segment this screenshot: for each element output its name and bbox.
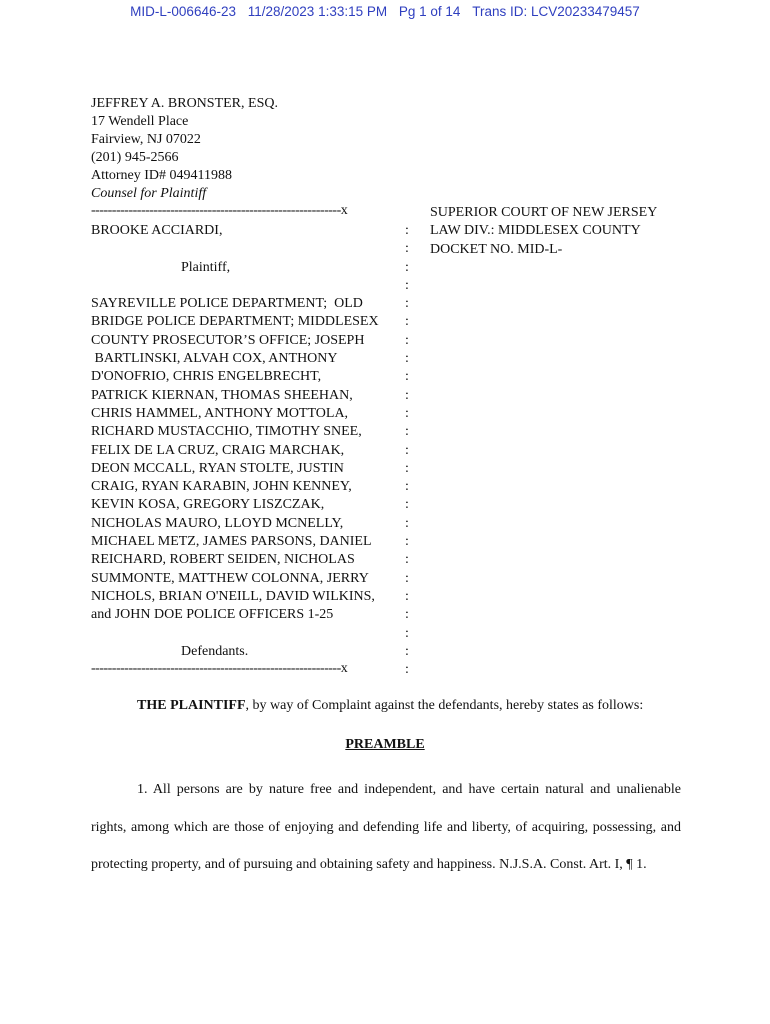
complaint-intro [137, 698, 643, 714]
caption-colon: : [405, 588, 409, 604]
counsel-name: JEFFREY A. BRONSTER, ESQ. [91, 96, 278, 111]
filing-datetime: 11/28/2023 1:33:15 PM [247, 4, 388, 19]
counsel-role: Counsel for Plaintiff [91, 186, 207, 201]
caption-colon: : [405, 460, 409, 476]
court-line: LAW DIV.: MIDDLESEX COUNTY [430, 223, 641, 239]
counsel-address-line1: 17 Wendell Place [91, 114, 189, 129]
defendants-list [91, 295, 411, 624]
court-line: SUPERIOR COURT OF NEW JERSEY [430, 205, 658, 220]
transaction-id: Trans ID: LCV20233479457 [472, 4, 640, 19]
paragraph-1-text: 1. All persons are by nature free and independent, and have certain natural and unalienable rights, among which are those of enjoying and defending life and liberty, of acquiring, possessing, and protecting property, and of pursuing and obtaining safety and happiness. N.J.S.A. Const. Art. I, ¶ 1. [91, 782, 681, 872]
defendant-line: COUNTY PROSECUTOR’S OFFICE; JOSEPH [91, 332, 365, 348]
caption-colon: : [405, 515, 409, 531]
docket-number: MID-L-006646-23 [130, 4, 236, 19]
caption-colon: : [405, 424, 409, 440]
defendant-line: MICHAEL METZ, JAMES PARSONS, DANIEL [91, 534, 372, 550]
defendant-line: SUMMONTE, MATTHEW COLONNA, JERRY [91, 570, 369, 586]
caption-colon: : [405, 369, 409, 385]
defendant-line: NICHOLS, BRIAN O'NEILL, DAVID WILKINS, [91, 588, 375, 604]
counsel-address-line2: Fairview, NJ 07022 [91, 132, 201, 147]
caption-colon: : [405, 534, 409, 550]
caption-colon: : [405, 643, 409, 659]
caption-colon-column [405, 222, 409, 679]
intro-bold-lead: THE PLAINTIFF [137, 698, 246, 713]
caption-colon: : [405, 296, 409, 312]
caption-colon: : [405, 241, 409, 257]
caption-colon: : [405, 387, 409, 403]
caption-colon: : [405, 351, 409, 367]
defendant-line: DEON MCCALL, RYAN STOLTE, JUSTIN [91, 460, 344, 476]
caption-rule-top: ------------------------------------------------------------x [91, 203, 348, 218]
caption-colon: : [405, 607, 409, 623]
caption-colon: : [405, 625, 409, 641]
caption-colon: : [405, 552, 409, 568]
caption-colon: : [405, 442, 409, 458]
defendant-line: FELIX DE LA CRUZ, CRAIG MARCHAK, [91, 442, 345, 458]
paragraph-1 [91, 771, 681, 884]
case-caption-parties [91, 222, 411, 661]
defendant-line: SAYREVILLE POLICE DEPARTMENT; OLD [91, 296, 363, 312]
defendant-line: PATRICK KIERNAN, THOMAS SHEEHAN, [91, 387, 353, 403]
defendants-label: Defendants. [181, 643, 249, 659]
defendant-line: REICHARD, ROBERT SEIDEN, NICHOLAS [91, 552, 355, 568]
preamble-heading: PREAMBLE [345, 737, 425, 752]
filing-stamp-header [0, 4, 770, 19]
defendant-line: KEVIN KOSA, GREGORY LISZCZAK, [91, 497, 325, 513]
page-indicator: Pg 1 of 14 [398, 4, 461, 19]
caption-colon: : [405, 277, 409, 293]
plaintiff-label: Plaintiff, [181, 259, 231, 275]
caption-colon: : [405, 314, 409, 330]
plaintiff-name: BROOKE ACCIARDI, [91, 223, 223, 238]
caption-colon: : [405, 497, 409, 513]
intro-text: , by way of Complaint against the defendants, hereby states as follows: [245, 698, 644, 713]
caption-rule-bottom: ------------------------------------------------------------x [91, 661, 348, 676]
counsel-phone: (201) 945-2566 [91, 150, 179, 165]
court-block [430, 204, 657, 259]
caption-colon: : [405, 479, 409, 495]
caption-colon: : [405, 259, 409, 275]
defendant-line: and JOHN DOE POLICE OFFICERS 1-25 [91, 607, 334, 623]
defendant-line: D'ONOFRIO, CHRIS ENGELBRECHT, [91, 369, 322, 385]
counsel-block [91, 95, 278, 203]
caption-colon: : [405, 223, 409, 238]
defendant-line: BRIDGE POLICE DEPARTMENT; MIDDLESEX [91, 314, 379, 330]
counsel-attorney-id: Attorney ID# 049411988 [91, 168, 233, 183]
defendant-line: RICHARD MUSTACCHIO, TIMOTHY SNEE, [91, 424, 362, 440]
defendant-line: NICHOLAS MAURO, LLOYD MCNELLY, [91, 515, 344, 531]
court-line: DOCKET NO. MID-L- [430, 241, 563, 257]
defendant-line: BARTLINSKI, ALVAH COX, ANTHONY [91, 351, 338, 367]
defendant-line: CHRIS HAMMEL, ANTHONY MOTTOLA, [91, 405, 349, 421]
caption-colon: : [405, 332, 409, 348]
caption-colon: : [405, 570, 409, 586]
caption-colon: : [405, 662, 409, 678]
caption-colon: : [405, 405, 409, 421]
defendant-line: CRAIG, RYAN KARABIN, JOHN KENNEY, [91, 479, 352, 495]
